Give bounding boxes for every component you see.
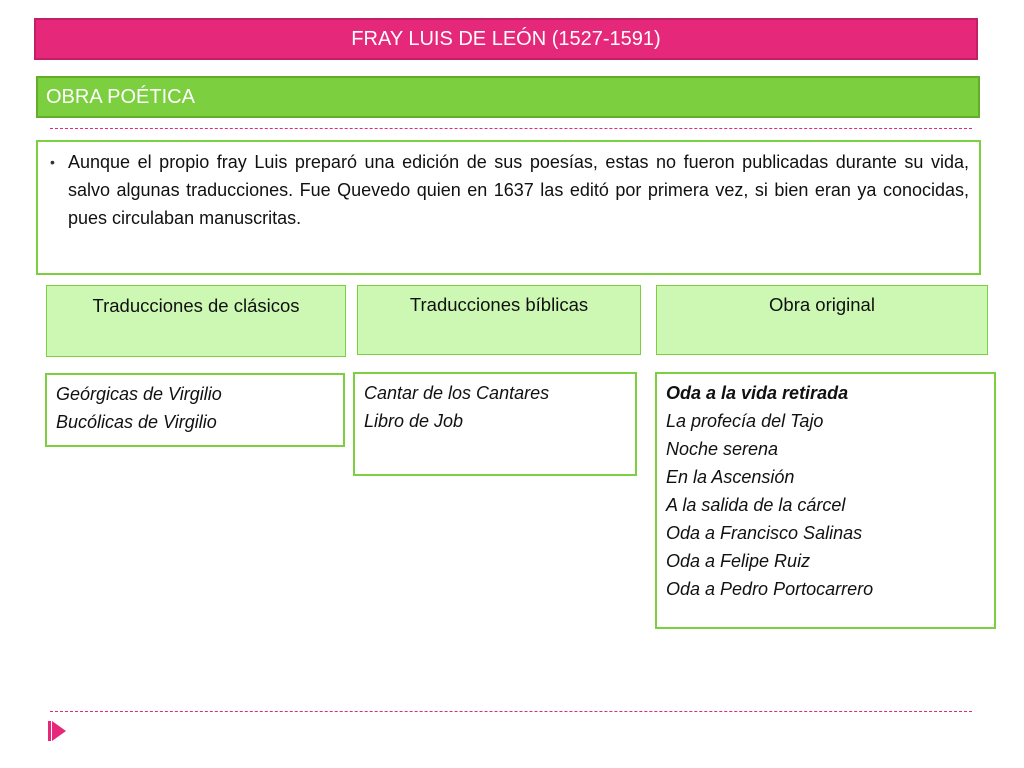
intro-paragraph: Aunque el propio fray Luis preparó una edición de sus poesías, estas no fueron publicadas durante su vida, salvo algunas traducciones. Fue Quevedo quien en 1637 las editó por primera vez, si bien eran ya conocidas, pues circulaban manuscritas. xyxy=(68,152,969,228)
list-item: Oda a Pedro Portocarrero xyxy=(666,579,874,599)
heading-obra-original: Obra original xyxy=(656,285,988,355)
list-item: La profecía del Tajo xyxy=(666,411,824,431)
list-traducciones-clasicos xyxy=(45,373,345,447)
list-obra-original xyxy=(655,372,996,629)
list-item: Oda a Francisco Salinas xyxy=(666,523,863,543)
heading-traducciones-biblicas: Traducciones bíblicas xyxy=(357,285,641,355)
list-item: Oda a Felipe Ruiz xyxy=(666,551,811,571)
bullet-marker: • xyxy=(50,154,55,170)
bottom-divider xyxy=(50,711,972,712)
play-arrow-icon-bar xyxy=(48,721,51,741)
list-item: Noche serena xyxy=(666,439,779,459)
list-item: Geórgicas de Virgilio xyxy=(56,384,222,404)
section-heading: OBRA POÉTICA xyxy=(36,76,980,118)
list-traducciones-biblicas xyxy=(353,372,637,476)
list-item: A la salida de la cárcel xyxy=(666,495,846,515)
play-arrow-icon xyxy=(52,721,66,741)
list-item: Oda a la vida retirada xyxy=(666,383,849,403)
list-item: Cantar de los Cantares xyxy=(364,383,550,403)
heading-traducciones-clasicos: Traducciones de clásicos xyxy=(46,285,346,357)
list-item: En la Ascensión xyxy=(666,467,795,487)
slide-title: FRAY LUIS DE LEÓN (1527-1591) xyxy=(34,18,978,60)
top-divider xyxy=(50,128,972,129)
list-item: Bucólicas de Virgilio xyxy=(56,412,217,432)
list-item: Libro de Job xyxy=(364,411,464,431)
intro-box xyxy=(36,140,981,275)
